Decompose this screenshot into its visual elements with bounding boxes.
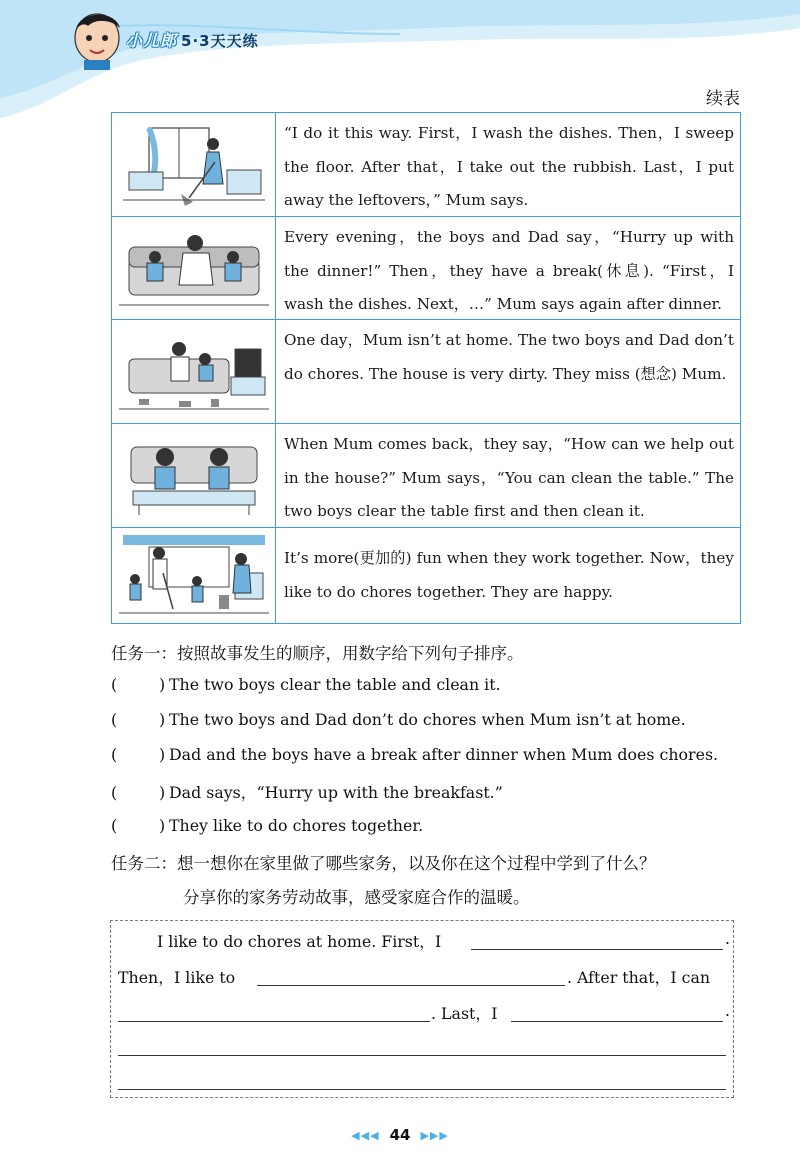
task2-subtitle: 分享你的家务劳动故事，感受家庭合作的温暖。 xyxy=(183,888,530,907)
mascot-boy-icon xyxy=(66,6,128,70)
writing-box xyxy=(110,920,734,1098)
brand-title xyxy=(126,28,259,51)
writing-blank-after[interactable] xyxy=(118,1021,430,1022)
boys-clean-table-illustration xyxy=(119,433,269,519)
order-blank-open[interactable]: ( xyxy=(111,783,118,802)
story-picture-cell xyxy=(112,320,276,423)
order-blank-close: ) xyxy=(159,816,166,835)
brand-name: 小儿郎 xyxy=(126,31,178,50)
order-blank-close: ) xyxy=(159,783,166,802)
order-blank-open[interactable]: ( xyxy=(111,816,118,835)
order-blank-open[interactable]: ( xyxy=(111,710,118,729)
story-picture-cell xyxy=(112,424,276,527)
header-band xyxy=(0,0,800,120)
story-text: When Mum comes back，they say，“How can we help out in the house?” Mum says，“You can clean the table.” The two boys clear the table first and then clean it. xyxy=(284,435,734,520)
story-picture-cell xyxy=(112,217,276,319)
story-picture-cell xyxy=(112,528,276,623)
messy-room-illustration xyxy=(119,329,269,415)
writing-blank-first[interactable] xyxy=(471,949,723,950)
writing-line3-end: . xyxy=(725,1001,731,1020)
writing-line2-mid: . After that，I can xyxy=(567,968,711,987)
order-item xyxy=(111,675,501,694)
task2-title: 任务二：想一想你在家里做了哪些家务，以及你在这个过程中学到了什么？ xyxy=(111,854,656,873)
order-item xyxy=(111,710,686,729)
story-picture-cell xyxy=(112,113,276,216)
family-chores-together-illustration xyxy=(119,533,269,619)
page-footer xyxy=(0,1126,800,1144)
order-blank-close: ) xyxy=(159,745,166,764)
footer-left-arrows-icon: ◀◀◀ xyxy=(351,1129,380,1142)
order-item xyxy=(111,816,423,835)
brand-series: 5·3天天练 xyxy=(181,32,259,50)
story-row xyxy=(112,113,740,217)
order-blank-close: ) xyxy=(159,710,166,729)
order-item xyxy=(111,745,718,764)
mum-sweeping-illustration xyxy=(119,122,269,208)
story-text: Every evening，the boys and Dad say，“Hurry up with the dinner!” Then，they have a break(休息). “First，I wash the dishes. Next，…” Mum says again after dinner. xyxy=(284,228,734,313)
writing-line-extra-2[interactable] xyxy=(118,1089,726,1090)
order-blank-close: ) xyxy=(159,675,166,694)
order-item xyxy=(111,780,503,803)
story-text: “I do it this way. First，I wash the dishes. Then，I sweep the floor. After that，I take out the rubbish. Last，I put away the leftovers，” Mum says. xyxy=(284,124,734,209)
order-blank-open[interactable]: ( xyxy=(111,745,118,764)
order-sentence: Dad says，“Hurry up with the breakfast.” xyxy=(169,783,503,802)
writing-line-extra-1[interactable] xyxy=(118,1055,726,1056)
writing-line1-start: I like to do chores at home. First，I xyxy=(157,932,442,951)
story-row xyxy=(112,528,740,623)
writing-line1-end: . xyxy=(725,929,731,948)
order-sentence: The two boys and Dad don’t do chores when Mum isn’t at home. xyxy=(169,710,686,729)
writing-blank-last[interactable] xyxy=(511,1021,723,1022)
writing-line2-start: Then，I like to xyxy=(118,968,236,987)
story-row xyxy=(112,217,740,320)
task1-title: 任务一：按照故事发生的顺序，用数字给下列句子排序。 xyxy=(111,644,524,663)
order-sentence: Dad and the boys have a break after dinner when Mum does chores. xyxy=(169,745,719,764)
page-number: 44 xyxy=(389,1126,411,1144)
story-table xyxy=(111,112,741,624)
story-row xyxy=(112,424,740,528)
footer-right-arrows-icon: ▶▶▶ xyxy=(420,1129,449,1142)
order-blank-open[interactable]: ( xyxy=(111,675,118,694)
writing-line3-mid: . Last，I xyxy=(431,1004,498,1023)
continued-label: 续表 xyxy=(706,89,740,109)
order-sentence: They like to do chores together. xyxy=(169,816,424,835)
writing-blank-then[interactable] xyxy=(257,985,565,986)
order-sentence: The two boys clear the table and clean it. xyxy=(169,675,501,694)
story-text: One day，Mum isn’t at home. The two boys and Dad don’t do chores. The house is very dirty. They miss (想念) Mum. xyxy=(284,331,734,383)
story-text: It’s more(更加的) fun when they work together. Now，they like to do chores together. They are happy. xyxy=(284,549,734,601)
family-on-sofa-illustration xyxy=(119,225,269,311)
story-row xyxy=(112,320,740,424)
